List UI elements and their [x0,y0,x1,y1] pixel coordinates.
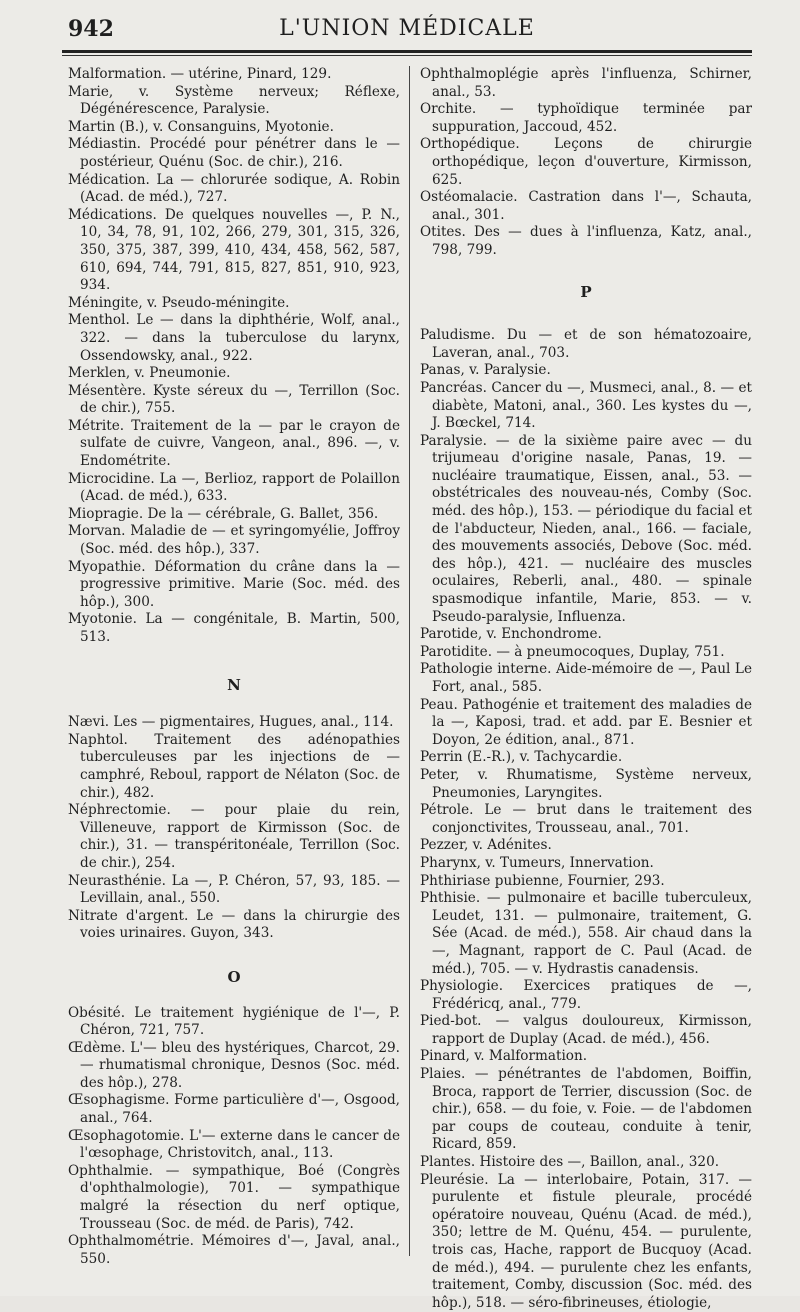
page-number: 942 [68,16,114,42]
index-entry: Microcidine. La —, Berlioz, rapport de Polaillon (Acad. de méd.), 633. [68,470,400,505]
index-entry: Physiologie. Exercices pratiques de —, Frédéricq, anal., 779. [420,978,752,1012]
index-entry: Nitrate d'argent. Le — dans la chirurgie des voies urinaires. Guyon, 343. [68,907,400,942]
index-entry: Pathologie interne. Aide-mémoire de —, Paul Le Fort, anal., 585. [420,661,752,695]
section-letter-o: O [227,967,241,986]
journal-title: L'UNION MÉDICALE [279,16,535,41]
index-entry: Obésité. Le traitement hygiénique de l'—, P. Chéron, 721, 757. [68,1004,400,1039]
index-entry: Perrin (E.-R.), v. Tachycardie. [420,749,623,766]
index-entry: Ostéomalacie. Castration dans l'—, Schauta, anal., 301. [420,189,752,223]
index-entry: Orthopédique. Leçons de chirurgie orthopédique, leçon d'ouverture, Kirmisson, 625. [420,136,752,188]
index-entry: Malformation. — utérine, Pinard, 129. [68,66,332,82]
index-entry: Pétrole. Le — brut dans le traitement des conjonctivites, Trousseau, anal., 701. [420,802,752,836]
index-entry: Plaies. — pénétrantes de l'abdomen, Boiffin, Broca, rapport de Terrier, discussion (Soc. de chir.), 658. — du foie, v. Foie. — de l'abdomen par coups de couteau, conduite à tenir, Ricard, 859. [420,1066,752,1153]
index-entry: Otites. Des — dues à l'influenza, Katz, anal., 798, 799. [420,224,752,258]
page-header [62,12,752,52]
index-entry: Martin (B.), v. Consanguins, Myotonie. [68,118,334,135]
index-entry: Phthisie. — pulmonaire et bacille tuberculeux, Leudet, 131. — pulmonaire, traitement, G. Sée (Acad. de méd.), 558. Air chaud dans la —, Magnant, rapport de C. Paul (Acad. de méd.), 705. — v. Hydrastis canadensis. [420,890,752,977]
index-entry: Pancréas. Cancer du —, Musmeci, anal., 8. — et diabète, Matoni, anal., 360. Les kystes du —, J. Bœckel, 714. [420,379,752,432]
index-entry: Ophthalmoplégie après l'influenza, Schirner, anal., 53. [420,66,752,100]
index-entry: Ophthalmométrie. Mémoires d'—, Javal, anal., 550. [68,1233,400,1267]
index-entry: Médications. De quelques nouvelles —, P. N., 10, 34, 78, 91, 102, 266, 279, 301, 315, 326, 350, 375, 387, 399, 410, 434, 458, 562, 587, 610, 694, 744, 791, 815, 827, 851, 910, 923, 934. [68,206,400,294]
index-entry: Myopathie. Déformation du crâne dans la — progressive primitive. Marie (Soc. méd. des hôp.), 300. [68,558,400,610]
index-entry: Médication. La — chlorurée sodique, A. Robin (Acad. de méd.), 727. [68,171,400,206]
index-entry: Méningite, v. Pseudo-méningite. [68,294,290,311]
index-entry: Parotide, v. Enchondrome. [420,626,602,643]
index-entry: Orchite. — typhoïdique terminée par suppuration, Jaccoud, 452. [420,101,752,135]
index-entry: Pied-bot. — valgus douloureux, Kirmisson, rapport de Duplay (Acad. de méd.), 456. [420,1013,752,1047]
left-column [68,66,400,1268]
section-letter-n: N [227,675,241,694]
index-entry: Phthiriase pubienne, Fournier, 293. [420,872,665,889]
index-entry: Médiastin. Procédé pour pénétrer dans le — postérieur, Quénu (Soc. de chir.), 216. [68,136,400,170]
index-entry: Peau. Pathogénie et traitement des maladies de la —, Kaposi, trad. et add. par E. Besnier et Doyon, 2e édition, anal., 871. [420,696,752,748]
index-entry: Menthol. Le — dans la diphthérie, Wolf, anal., 322. — dans la tuberculose du larynx, Ossendowsky, anal., 922. [68,312,400,364]
section-letter-p: P [580,282,592,301]
index-entry: Pleurésie. La — interlobaire, Potain, 317. — purulente et fistule pleurale, procédé opératoire nouveau, Quénu (Acad. de méd.), 350; lettre de M. Quénu, 454. — purulente, trois cas, Hache, rapport de Bucquoy (Acad. de méd.), 494. — purulente chez les enfants, traitement, Comby, discussion (Soc. méd. des hôp.), 518. — séro-fibrineuses, étiologie, [420,1171,752,1311]
index-entry: Pinard, v. Malformation. [420,1048,588,1065]
index-entry: Œsophagotomie. L'— externe dans le cancer de l'œsophage, Christovitch, anal., 113. [68,1127,400,1162]
index-entry: Paludisme. Du — et de son hématozoaire, Laveran, anal., 703. [420,327,752,361]
index-entry: Miopragie. De la — cérébrale, G. Ballet, 356. [68,505,379,522]
header-rule-thin [62,55,752,56]
index-entry: Œdème. L'— bleu des hystériques, Charcot, 29. — rhumatismal chronique, Desnos (Soc. méd. des hôp.), 278. [68,1039,400,1091]
index-entry: Morvan. Maladie de — et syringomyélie, Joffroy (Soc. méd. des hôp.), 337. [68,523,400,558]
index-entry: Peter, v. Rhumatisme, Système nerveux, Pneumonies, Laryngites. [420,766,752,801]
column-separator [409,66,410,1256]
index-entry: Panas, v. Paralysie. [420,362,551,379]
index-entry: Neurasthénie. La —, P. Chéron, 57, 93, 185. — Levillain, anal., 550. [68,872,400,907]
index-entry: Œsophagisme. Forme particulière d'—, Osgood, anal., 764. [68,1092,400,1127]
index-entry: Merklen, v. Pneumonie. [68,365,231,382]
index-entry: Paralysie. — de la sixième paire avec — du trijumeau d'origine nasale, Panas, 19. — nucléaire traumatique, Eissen, anal., 53. — obstétricales des nouveau-nés, Comby (Soc. méd. des hôp.), 153. — périodique du facial et de l'abducteur, Nieden, anal., 166. — faciale, des mouvements associés, Debove (Soc. méd. des hôp.), 421. — nucléaire des muscles oculaires, Reberli, anal., 480. — spinale spasmodique infantile, Marie, 853. — v. Pseudo-paralysie, Influenza. [420,432,752,625]
index-entry: Néphrectomie. — pour plaie du rein, Villeneuve, rapport de Kirmisson (Soc. de chir.), 31. — transpéritonéale, Terrillon (Soc. de chir.), 254. [68,802,400,871]
index-entry: Nævi. Les — pigmentaires, Hugues, anal., 114. [68,714,394,731]
index-entry: Pezzer, v. Adénites. [420,837,552,854]
index-entry: Ophthalmie. — sympathique, Boé (Congrès d'ophthalmologie), 701. — sympathique malgré la résection du nerf optique, Trousseau (Soc. de méd. de Paris), 742. [68,1162,400,1232]
index-entry: Parotidite. — à pneumocoques, Duplay, 751. [420,643,725,660]
index-entry: Plantes. Histoire des —, Baillon, anal., 320. [420,1154,720,1171]
index-entry: Métrite. Traitement de la — par le crayon de sulfate de cuivre, Vangeon, anal., 896. —, v. Endométrite. [68,417,400,470]
index-entry: Marie, v. Système nerveux; Réflexe, Dégénérescence, Paralysie. [68,83,400,118]
index-entry: Pharynx, v. Tumeurs, Innervation. [420,854,654,871]
index-entry: Myotonie. La — congénitale, B. Martin, 500, 513. [68,611,400,645]
header-rule-thick [62,50,752,53]
index-entry: Naphtol. Traitement des adénopathies tuberculeuses par les injections de — camphré, Reboul, rapport de Nélaton (Soc. de chir.), 482. [68,731,400,801]
right-column [420,66,752,1312]
index-entry: Mésentère. Kyste séreux du —, Terrillon (Soc. de chir.), 755. [68,382,400,417]
